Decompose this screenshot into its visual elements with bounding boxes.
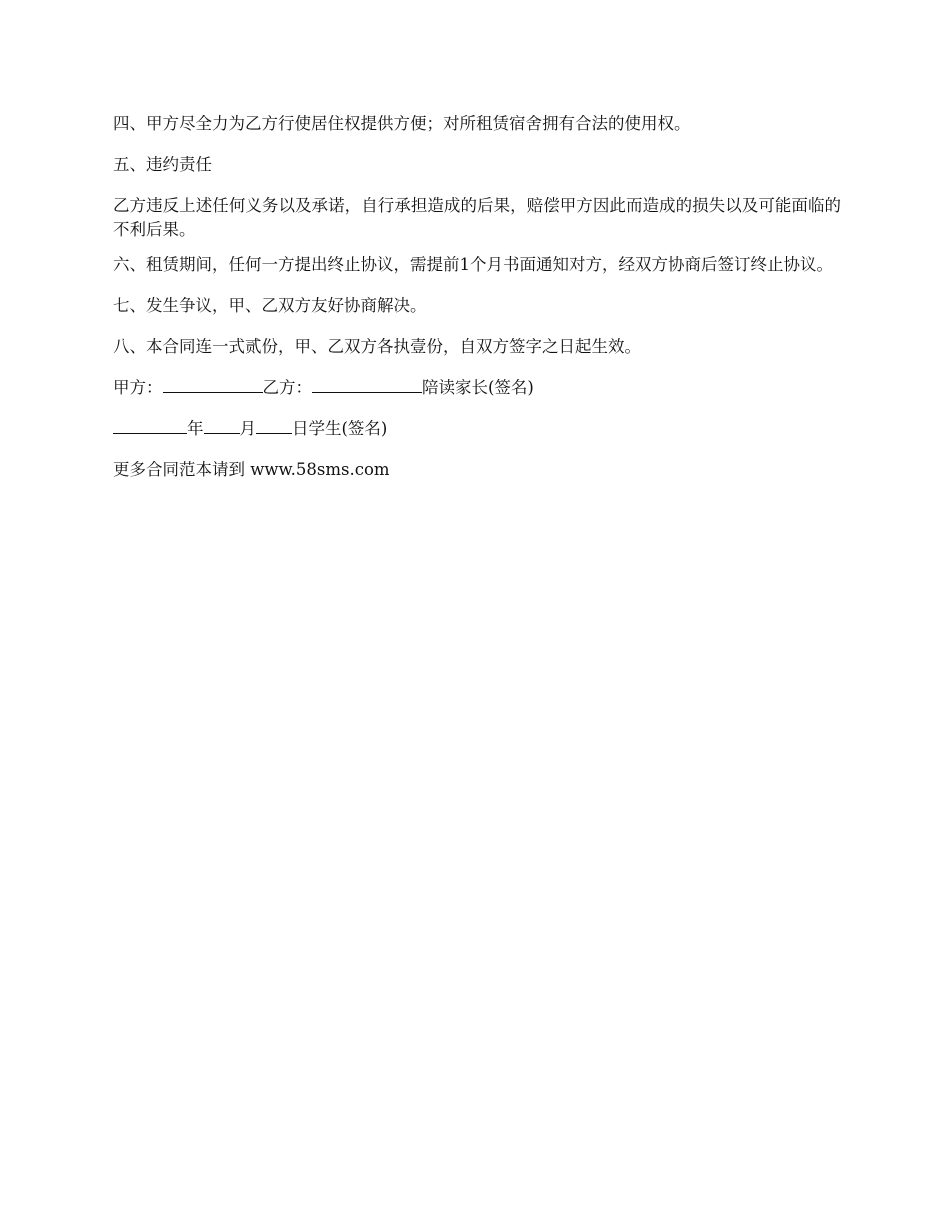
contract-document — [113, 112, 841, 482]
month-blank — [204, 417, 240, 434]
clause-7: 七、发生争议，甲、乙双方友好协商解决。 — [113, 296, 427, 315]
signature-line-date — [113, 417, 841, 441]
clause-8: 八、本合同连一式贰份，甲、乙双方各执壹份，自双方签字之日起生效。 — [113, 337, 641, 356]
party-b-label: 乙方： — [262, 378, 312, 397]
day-blank — [256, 417, 292, 434]
party-a-blank — [163, 376, 263, 393]
party-a-label: 甲方： — [113, 378, 163, 397]
party-b-blank — [312, 376, 422, 393]
year-blank — [113, 417, 187, 434]
clause-5-body: 乙方违反上述任何义务以及承诺，自行承担造成的后果，赔偿甲方因此而造成的损失以及可能面临的不利后果。 — [113, 196, 841, 239]
footer-link-text: 更多合同范本请到 www.58sms.com — [113, 460, 390, 479]
clause-4: 四、甲方尽全力为乙方行使居住权提供方便；对所租赁宿舍拥有合法的使用权。 — [113, 114, 691, 133]
year-label: 年 — [187, 419, 204, 438]
month-label: 月 — [239, 419, 256, 438]
day-student-signature-label: 日学生(签名) — [292, 419, 388, 438]
signature-line-parties — [113, 376, 841, 400]
clause-5-title: 五、违约责任 — [113, 155, 212, 174]
parent-signature-label: 陪读家长(签名) — [422, 378, 534, 397]
clause-6: 六、租赁期间，任何一方提出终止协议，需提前1个月书面通知对方，经双方协商后签订终止协议。 — [113, 255, 833, 274]
